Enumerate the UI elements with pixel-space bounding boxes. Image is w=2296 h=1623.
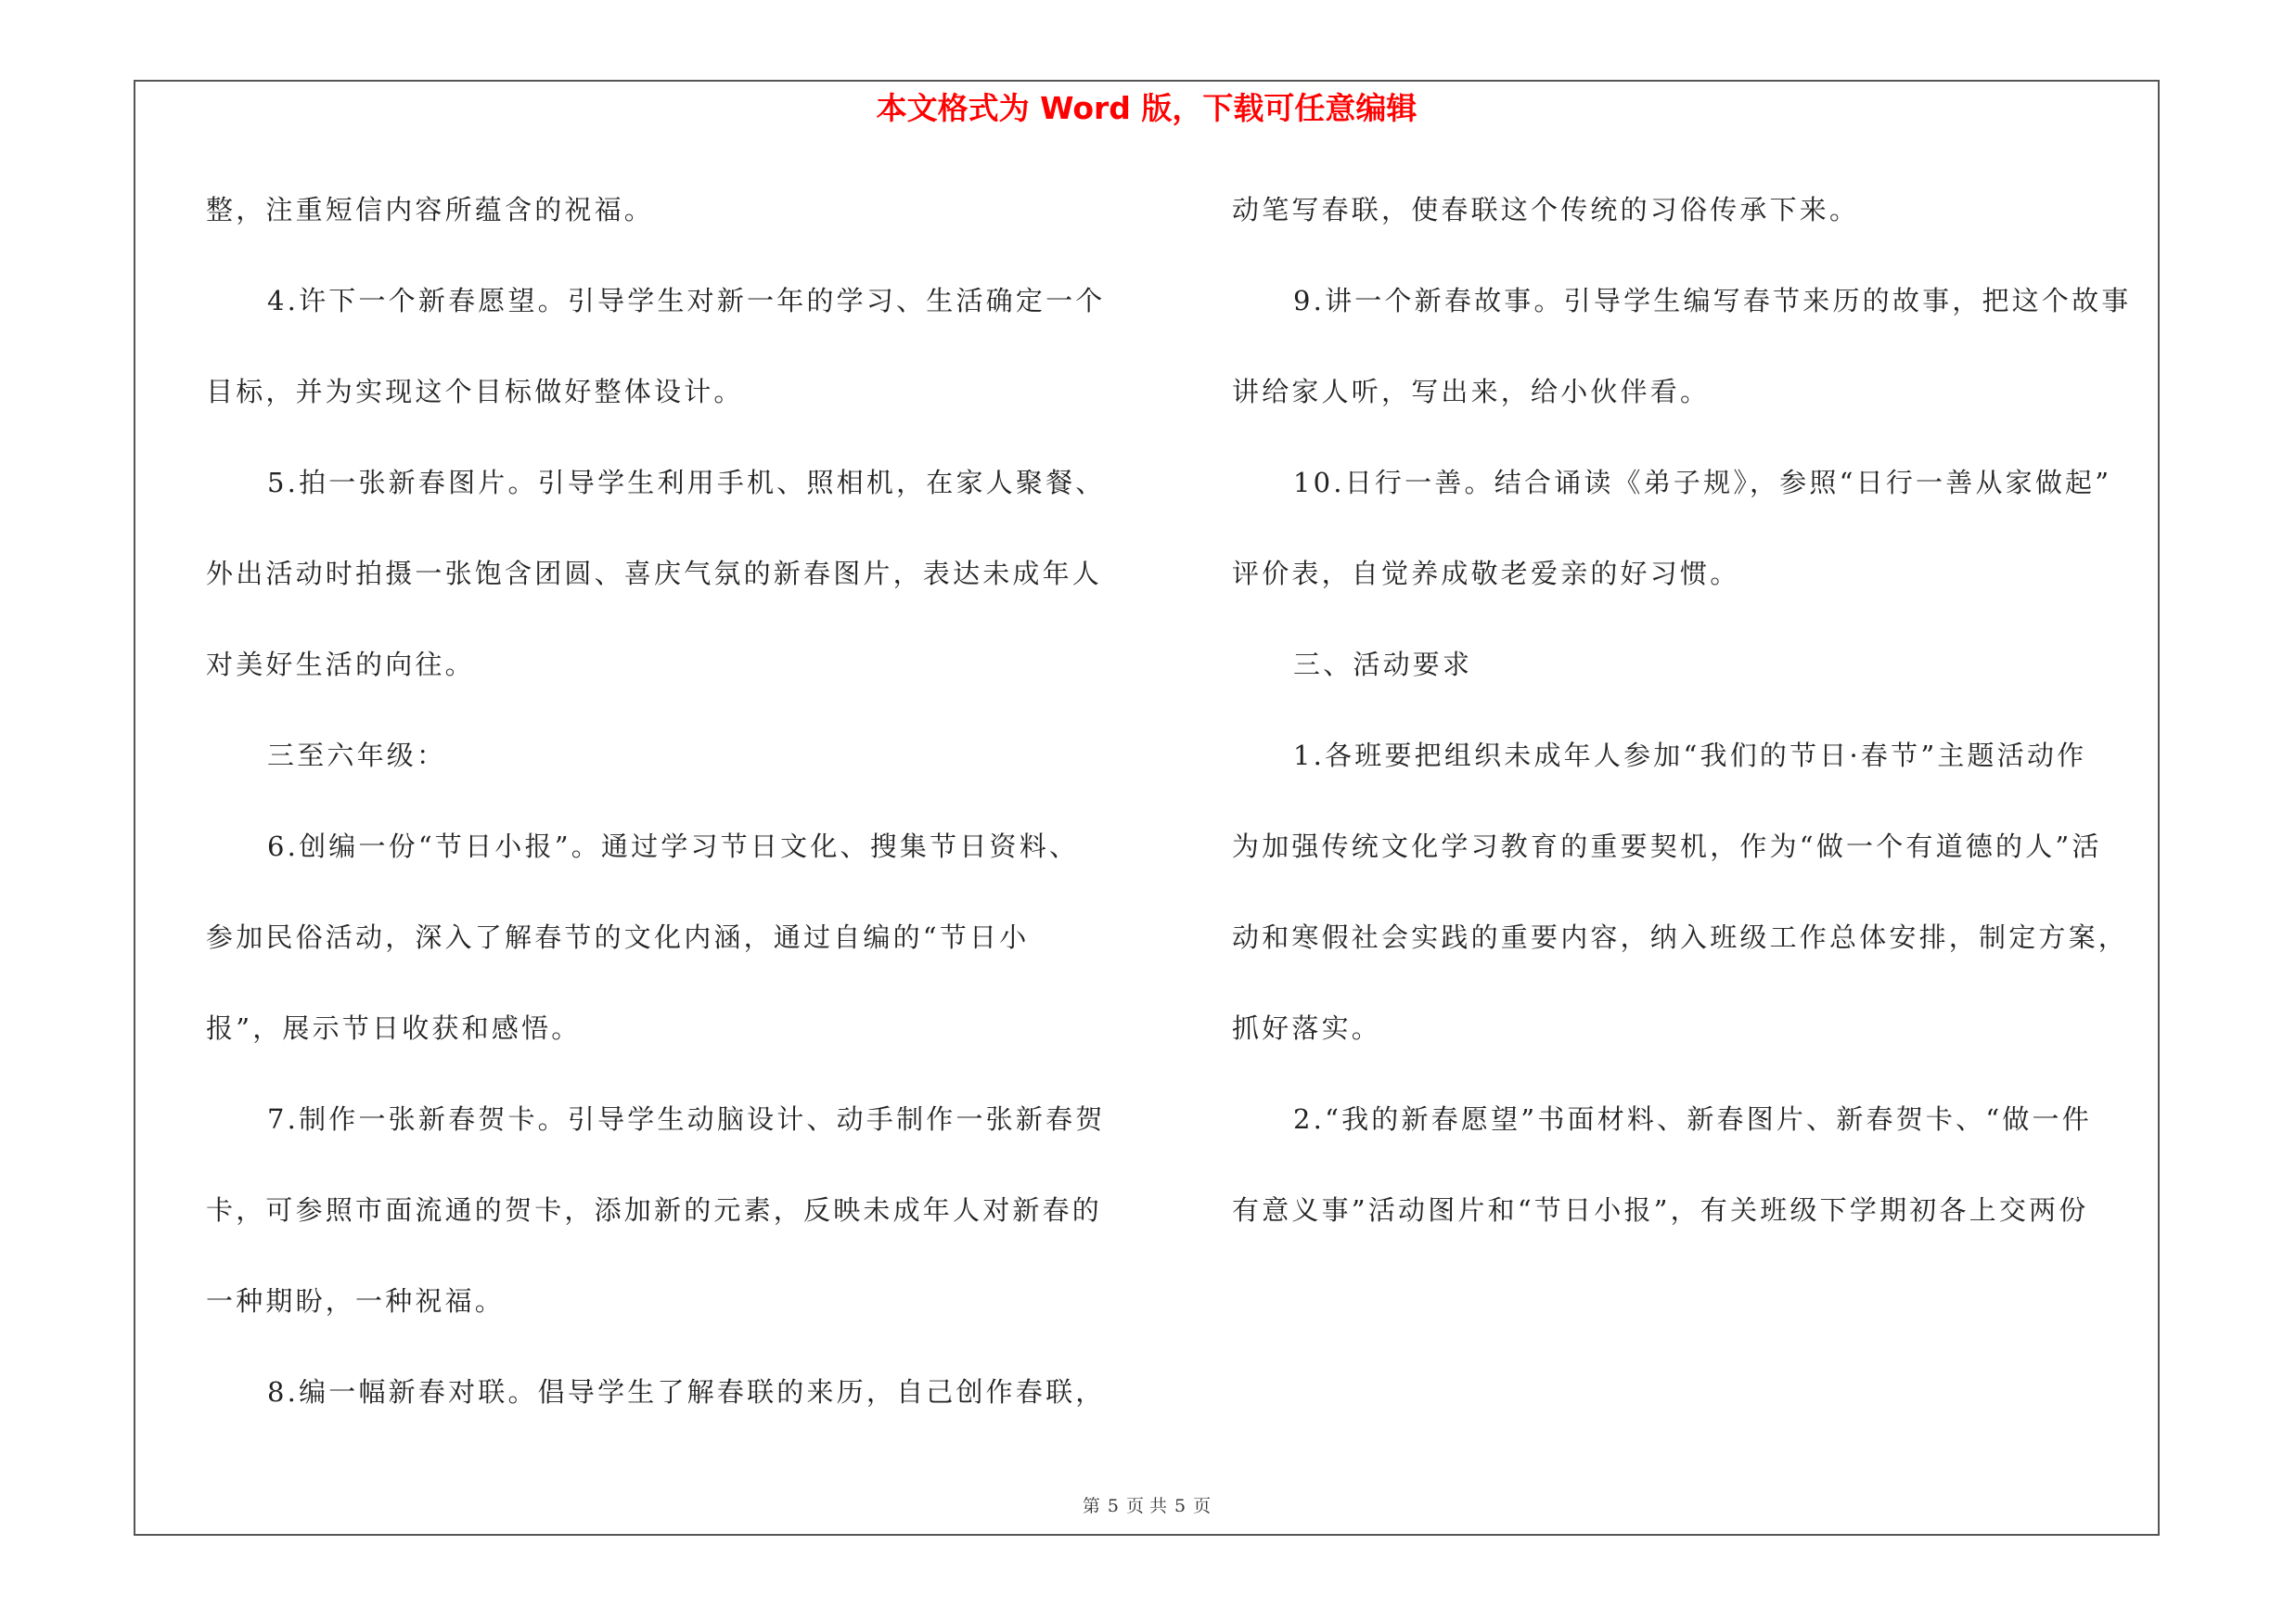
section-heading: 三、活动要求 <box>1293 649 1473 680</box>
text-line: 评价表，自觉养成敬老爱亲的好习惯。 <box>1232 558 1740 589</box>
text-line: 7.制作一张新春贺卡。引导学生动脑设计、动手制作一张新春贺 <box>267 1103 1106 1135</box>
text-line: 抓好落实。 <box>1232 1012 1382 1044</box>
text-line: 1.各班要把组织未成年人参加“我们的节日·春节”主题活动作 <box>1293 740 2087 771</box>
header-banner: 本文格式为 Word 版，下载可任意编辑 <box>876 90 1417 126</box>
text-line: 8.编一幅新春对联。倡导学生了解春联的来历，自己创作春联， <box>267 1376 1106 1408</box>
footer-middle: 页 共 <box>1125 1496 1168 1516</box>
text-line: 5.拍一张新春图片。引导学生利用手机、照相机，在家人聚餐、 <box>267 467 1106 498</box>
text-line: 4.许下一个新春愿望。引导学生对新一年的学习、生活确定一个 <box>267 285 1106 316</box>
text-line: 2.“我的新春愿望”书面材料、新春图片、新春贺卡、“做一件 <box>1293 1103 2092 1135</box>
text-line: 动笔写春联，使春联这个传统的习俗传承下来。 <box>1232 194 1860 225</box>
text-line: 外出活动时拍摄一张饱含团圆、喜庆气氛的新春图片，表达未成年人 <box>206 558 1103 589</box>
footer-prefix: 第 <box>1082 1496 1100 1516</box>
text-line: 报”，展示节日收获和感悟。 <box>206 1012 582 1044</box>
total-pages-number: 5 <box>1174 1496 1186 1516</box>
text-line: 为加强传统文化学习教育的重要契机，作为“做一个有道德的人”活 <box>1232 831 2102 862</box>
text-line: 卡，可参照市面流通的贺卡，添加新的元素，反映未成年人对新春的 <box>206 1194 1103 1226</box>
text-line: 6.创编一份“节日小报”。通过学习节日文化、搜集节日资料、 <box>267 831 1080 862</box>
current-page-number: 5 <box>1107 1496 1119 1516</box>
text-line: 10.日行一善。结合诵读《弟子规》，参照“日行一善从家做起” <box>1293 467 2112 498</box>
page-number-footer <box>134 1494 2160 1518</box>
text-line: 一种期盼，一种祝福。 <box>206 1285 506 1317</box>
text-line: 整，注重短信内容所蕴含的祝福。 <box>206 194 655 225</box>
text-line: 讲给家人听，写出来，给小伙伴看。 <box>1232 376 1711 407</box>
text-line: 有意义事”活动图片和“节日小报”，有关班级下学期初各上交两份 <box>1232 1194 2089 1226</box>
text-line: 三至六年级： <box>267 740 447 771</box>
text-line: 目标，并为实现这个目标做好整体设计。 <box>206 376 744 407</box>
text-line: 9.讲一个新春故事。引导学生编写春节来历的故事，把这个故事 <box>1293 285 2132 316</box>
text-line: 对美好生活的向往。 <box>206 649 475 680</box>
footer-suffix: 页 <box>1193 1496 1212 1516</box>
text-line: 动和寒假社会实践的重要内容，纳入班级工作总体安排，制定方案， <box>1232 921 2129 953</box>
text-line: 参加民俗活动，深入了解春节的文化内涵，通过自编的“节日小 <box>206 921 1030 953</box>
